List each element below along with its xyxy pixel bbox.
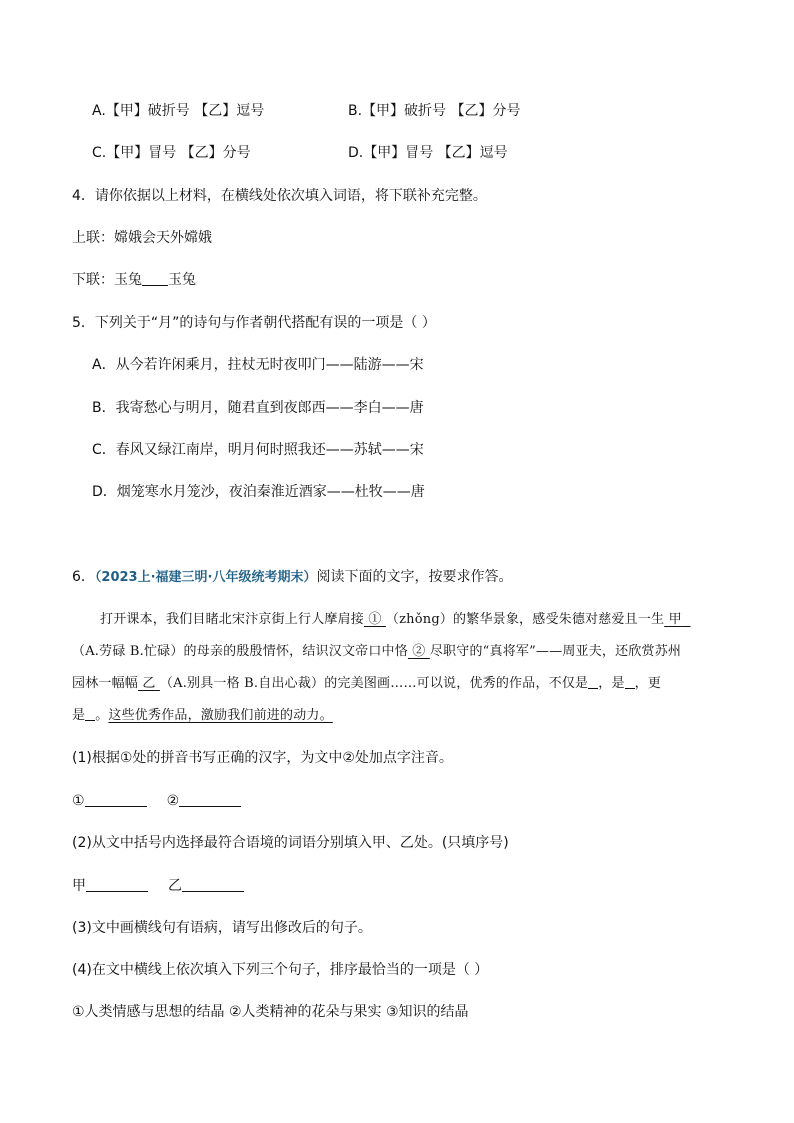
passage-text: 打开课本，我们目睹北宋汴京街上行人摩肩接 bbox=[100, 612, 365, 627]
q4-lower-couplet bbox=[72, 270, 196, 290]
q6-sub2-answers bbox=[72, 876, 244, 896]
blank-yi bbox=[138, 676, 160, 691]
blank-jia bbox=[664, 612, 690, 627]
q4-lower-suffix: 玉兔 bbox=[168, 272, 196, 288]
q3-option-a: A.【甲】破折号 【乙】逗号 bbox=[92, 103, 265, 119]
q6-stem: 阅读下面的文字，按要求作答。 bbox=[316, 569, 513, 585]
passage-text: 。 bbox=[95, 708, 109, 723]
answer-blank[interactable] bbox=[182, 877, 244, 892]
answer-label: ② bbox=[166, 793, 180, 809]
q4-stem: 4．请你依据以上材料，在横线处依次填入词语，将下联补充完整。 bbox=[72, 188, 487, 204]
blank-1 bbox=[364, 612, 386, 627]
answer-label: 乙 bbox=[168, 878, 182, 894]
q4-lower-prefix: 下联：玉兔 bbox=[72, 272, 142, 288]
underlined-sentence: 这些优秀作品，激励我们前进的动力。 bbox=[108, 708, 333, 723]
q6-passage-line-1 bbox=[100, 610, 690, 630]
q6-sub2: (2)从文中括号内选择最符合语境的词语分别填入甲、乙处。(只填序号) bbox=[72, 835, 509, 851]
q6-passage-line-4 bbox=[72, 706, 333, 726]
q5-option-d: D．烟笼寒水月笼沙，夜泊秦淮近酒家——杜牧——唐 bbox=[92, 484, 425, 500]
answer-blank[interactable] bbox=[179, 792, 241, 807]
blank-2 bbox=[408, 644, 430, 659]
q4-blank[interactable] bbox=[142, 271, 168, 286]
blank-yi-label: 乙 bbox=[142, 676, 156, 691]
blank-1-label: ① bbox=[368, 612, 382, 627]
fill-blank[interactable] bbox=[588, 674, 598, 689]
q6-sub4: (4)在文中横线上依次填入下列三个句子，排序最恰当的一项是（ ） bbox=[72, 962, 489, 978]
q5-option-a: A．从今若许闲乘月，拄杖无时夜叩门——陆游——宋 bbox=[92, 357, 424, 373]
q3-option-b: B.【甲】破折号 【乙】分号 bbox=[348, 103, 521, 119]
passage-text: ，是 bbox=[598, 676, 625, 691]
answer-blank[interactable] bbox=[86, 877, 148, 892]
passage-text: 尽职守的“真将军”——周亚夫，还欣赏苏州 bbox=[429, 644, 682, 659]
answer-label: ① bbox=[72, 793, 85, 809]
q6-sub3: (3)文中画横线句有语病，请写出修改后的句子。 bbox=[72, 920, 372, 936]
passage-text: ，更 bbox=[634, 676, 662, 691]
q6-sub1: (1)根据①处的拼音书写正确的汉字，为文中②处加点字注音。 bbox=[72, 750, 453, 766]
q6-passage-line-2 bbox=[72, 642, 681, 662]
fill-blank[interactable] bbox=[625, 674, 635, 689]
q6-passage-line-3 bbox=[72, 674, 661, 694]
passage-text: 是 bbox=[72, 708, 86, 723]
passage-text: （zhǒng）的繁华景象，感受朱德对慈爱且一生 bbox=[385, 612, 665, 627]
blank-jia-label: 甲 bbox=[668, 612, 682, 627]
q6-sub4-items: ①人类情感与思想的结晶 ②人类精神的花朵与果实 ③知识的结晶 bbox=[72, 1004, 469, 1020]
passage-text: （A.别具一格 B.自出心裁）的完美图画……可以说，优秀的作品，不仅是 bbox=[159, 676, 589, 691]
fill-blank[interactable] bbox=[85, 706, 95, 721]
passage-text: 园林一幅幅 bbox=[72, 676, 139, 691]
q5-stem: 5．下列关于“月”的诗句与作者朝代搭配有误的一项是（ ） bbox=[72, 315, 436, 331]
q4-upper-couplet: 上联：嫦娥会天外嫦娥 bbox=[72, 230, 212, 246]
q6-number: 6． bbox=[72, 569, 95, 585]
q6-source: （2023上·福建三明·八年级统考期末） bbox=[94, 570, 317, 585]
q3-option-d: D.【甲】冒号 【乙】逗号 bbox=[348, 145, 508, 161]
answer-label: 甲 bbox=[72, 878, 86, 894]
q6-sub1-answers bbox=[72, 791, 241, 811]
passage-text: （A.劳碌 B.忙碌）的母亲的殷殷情怀，结识汉文帝口中恪 bbox=[72, 644, 408, 659]
q6-header bbox=[72, 567, 512, 588]
answer-blank[interactable] bbox=[85, 792, 147, 807]
blank-2-label: ② bbox=[412, 644, 426, 659]
q5-option-b: B．我寄愁心与明月，随君直到夜郎西——李白——唐 bbox=[92, 400, 424, 416]
q5-option-c: C．春风又绿江南岸，明月何时照我还——苏轼——宋 bbox=[92, 442, 424, 458]
q3-option-c: C.【甲】冒号 【乙】分号 bbox=[92, 145, 251, 161]
